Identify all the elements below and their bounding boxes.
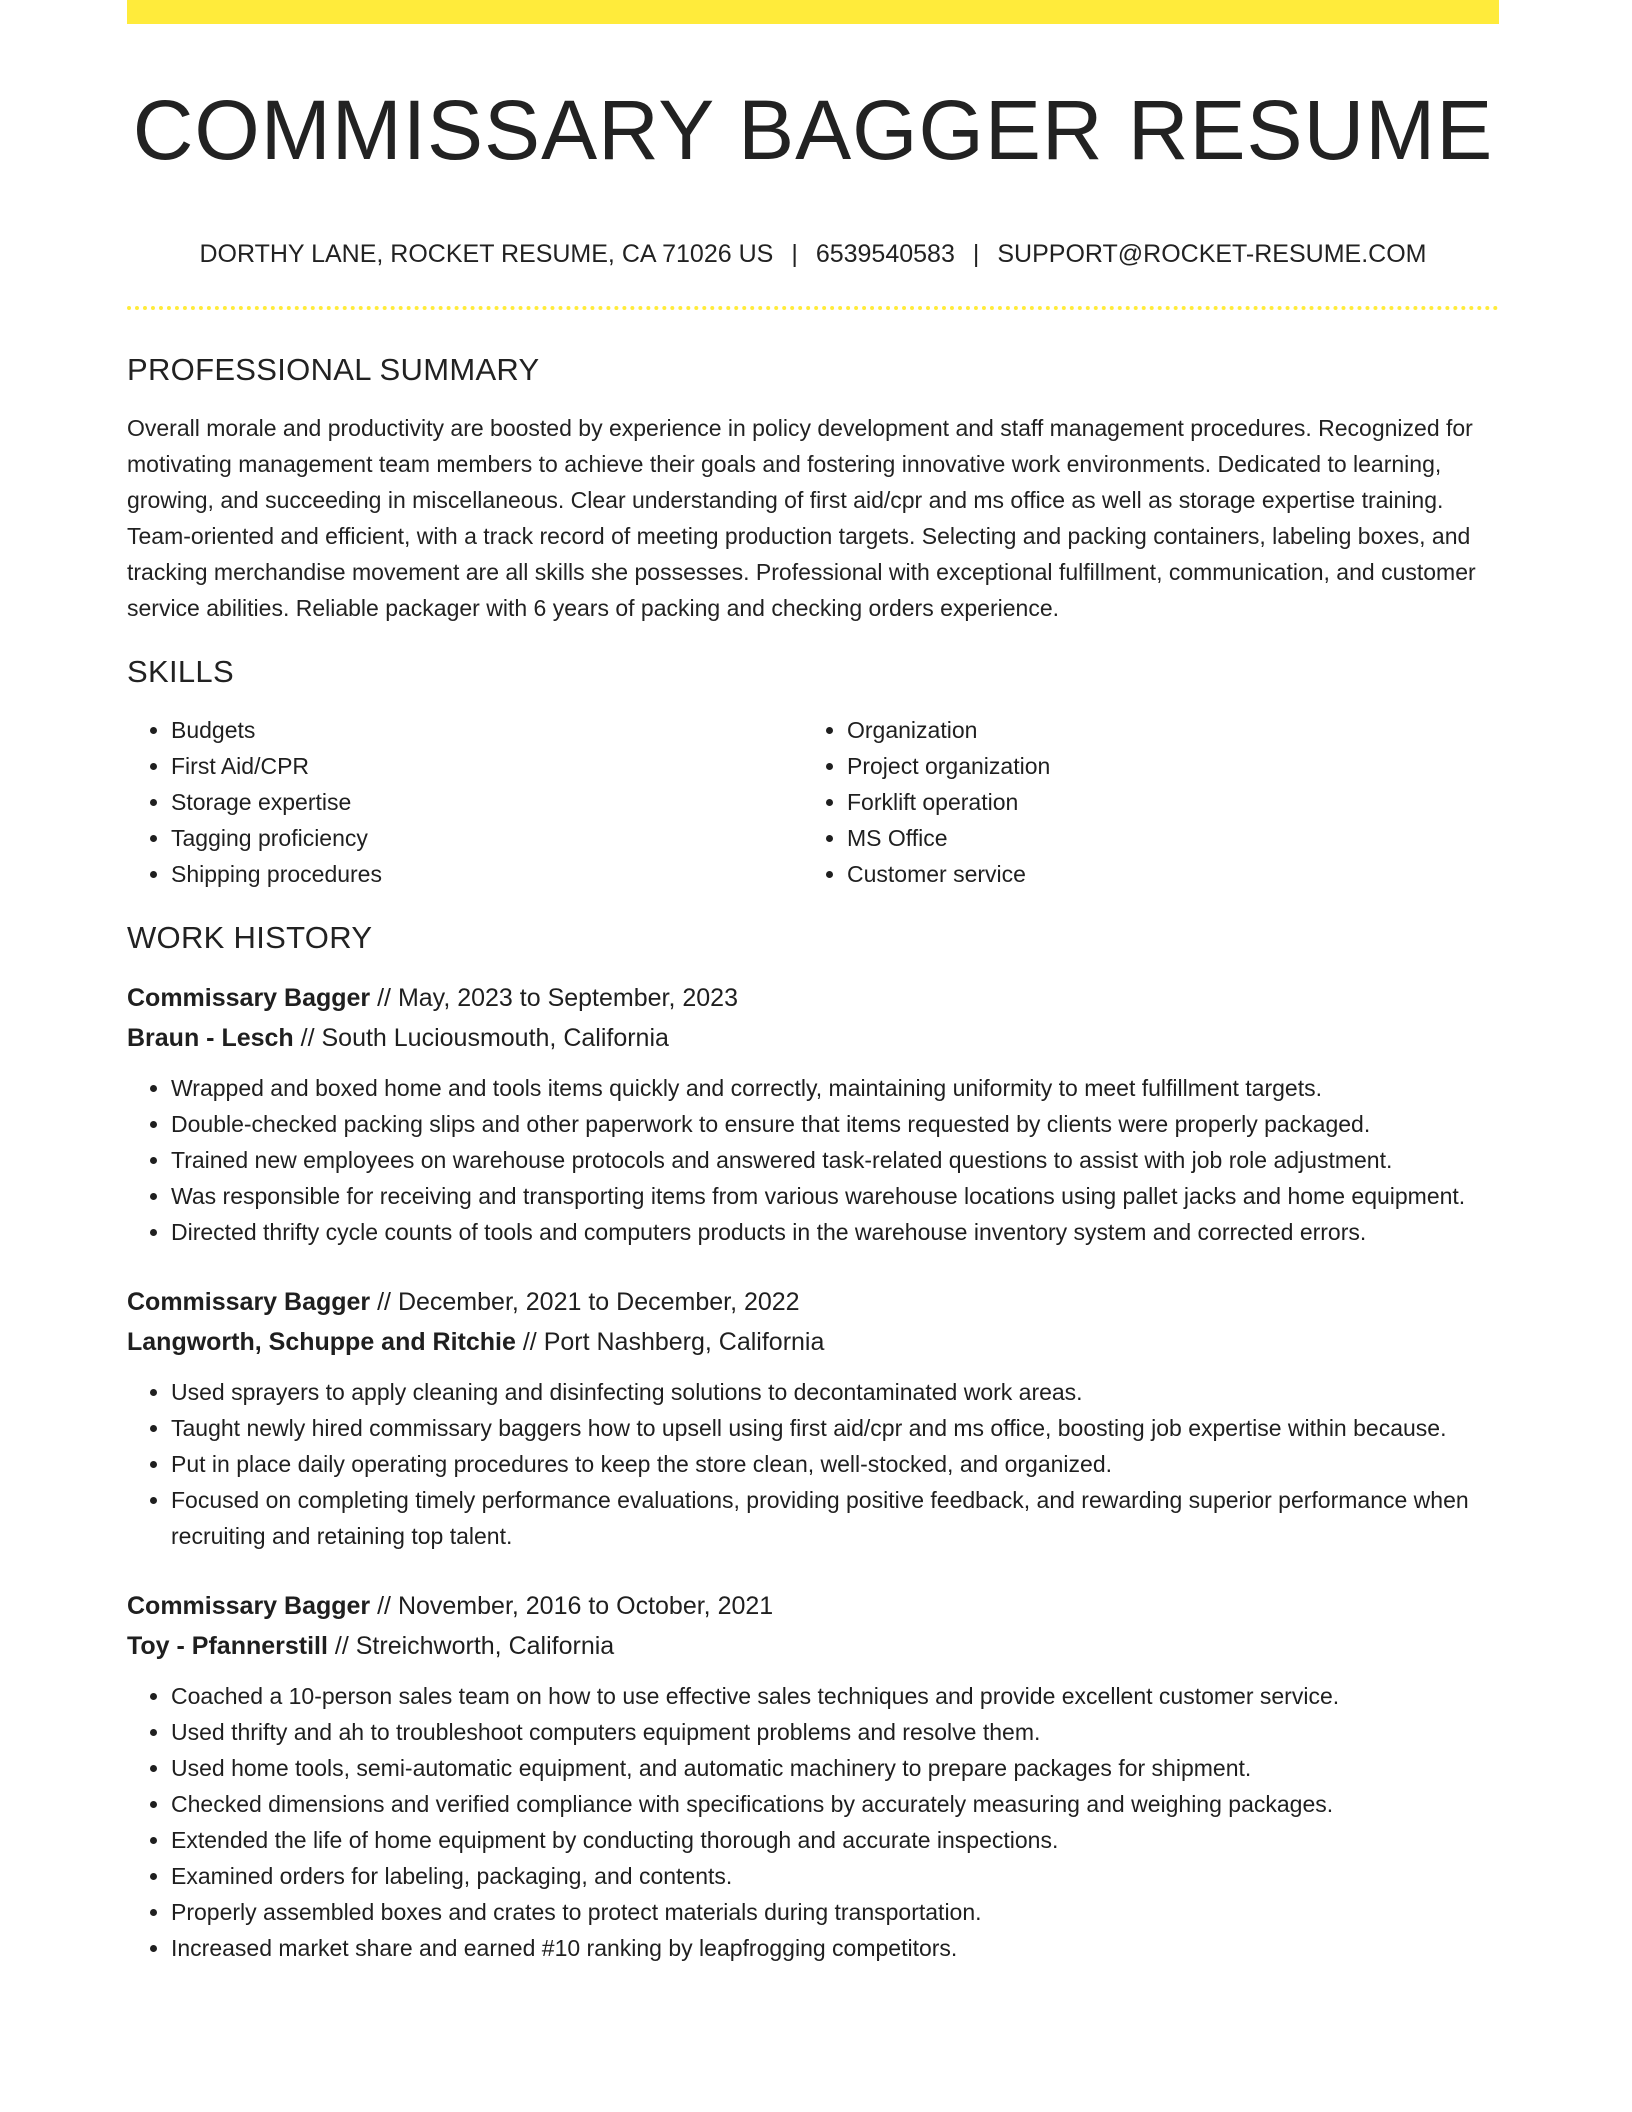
job-entry	[127, 1586, 1499, 1966]
job-entry	[127, 978, 1499, 1250]
dotted-divider	[127, 306, 1499, 310]
job-bullet: • Coached a 10-person sales team on how to use effective sales techniques and provide excellent customer service.	[171, 1678, 1499, 1714]
skill-item: • Budgets	[171, 712, 803, 748]
job-bullet: • Directed thrifty cycle counts of tools and computers products in the warehouse inventory system and corrected errors.	[171, 1214, 1499, 1250]
job-bullet: • Used sprayers to apply cleaning and disinfecting solutions to decontaminated work areas.	[171, 1374, 1499, 1410]
job-bullet: • Was responsible for receiving and transporting items from various warehouse locations using pallet jacks and home equipment.	[171, 1178, 1499, 1214]
job-title: Commissary Bagger	[127, 984, 371, 1012]
skill-item: • First Aid/CPR	[171, 748, 803, 784]
skill-item: • Customer service	[847, 856, 1479, 892]
job-bullets	[127, 1678, 1499, 1966]
contact-line	[127, 236, 1499, 272]
contact-address: DORTHY LANE, ROCKET RESUME, CA 71026 US	[199, 240, 774, 268]
job-title: Commissary Bagger	[127, 1288, 371, 1316]
skill-item: • Organization	[847, 712, 1479, 748]
summary-text: Overall morale and productivity are boosted by experience in policy development and staff management procedures. Recognized for motivating management team members to achieve their goals and fostering innovative work environments. Dedicated to learning, growing, and succeeding in miscellaneous. Clear understanding of first aid/cpr and ms office as well as storage expertise training. Team-oriented and efficient, with a track record of meeting production targets. Selecting and packing containers, labeling boxes, and tracking merchandise movement are all skills she possesses. Professional with exceptional fulfillment, communication, and customer service abilities. Reliable packager with 6 years of packing and checking orders experience.	[127, 415, 1476, 621]
skills-list	[127, 712, 1499, 892]
job-company: Braun - Lesch	[127, 1024, 294, 1052]
job-bullet: • Focused on completing timely performance evaluations, providing positive feedback, and rewarding superior performance when recruiting and retaining top talent.	[171, 1482, 1499, 1554]
job-bullet: • Properly assembled boxes and crates to protect materials during transportation.	[171, 1894, 1499, 1930]
skills-column-right	[803, 712, 1479, 892]
job-company-line	[127, 1018, 1499, 1058]
job-bullet: • Wrapped and boxed home and tools items quickly and correctly, maintaining uniformity to meet fulfillment targets.	[171, 1070, 1499, 1106]
contact-email: SUPPORT@ROCKET-RESUME.COM	[997, 240, 1427, 268]
job-company: Toy - Pfannerstill	[127, 1632, 328, 1660]
accent-top-bar	[127, 0, 1499, 24]
summary-heading: PROFESSIONAL SUMMARY	[127, 352, 540, 387]
work-history-heading: WORK HISTORY	[127, 920, 373, 955]
job-bullets	[127, 1070, 1499, 1250]
job-title-line	[127, 978, 1499, 1018]
job-bullet: • Examined orders for labeling, packaging, and contents.	[171, 1858, 1499, 1894]
job-bullet: • Increased market share and earned #10 ranking by leapfrogging competitors.	[171, 1930, 1499, 1966]
job-bullet: • Trained new employees on warehouse protocols and answered task-related questions to assist with job role adjustment.	[171, 1142, 1499, 1178]
job-bullet: • Put in place daily operating procedures to keep the store clean, well-stocked, and organized.	[171, 1446, 1499, 1482]
job-bullet: • Double-checked packing slips and other paperwork to ensure that items requested by clients were properly packaged.	[171, 1106, 1499, 1142]
skill-item: • Storage expertise	[171, 784, 803, 820]
job-location: // Port Nashberg, California	[522, 1328, 825, 1356]
resume-body	[127, 350, 1499, 1998]
job-company-line	[127, 1626, 1499, 1666]
job-company: Langworth, Schuppe and Ritchie	[127, 1328, 516, 1356]
job-bullet: • Taught newly hired commissary baggers how to upsell using first aid/cpr and ms office, boosting job expertise within because.	[171, 1410, 1499, 1446]
job-bullet: • Used home tools, semi-automatic equipment, and automatic machinery to prepare packages for shipment.	[171, 1750, 1499, 1786]
skills-heading: SKILLS	[127, 654, 234, 689]
job-title-line	[127, 1282, 1499, 1322]
job-dates: // May, 2023 to September, 2023	[377, 984, 738, 1012]
job-bullets	[127, 1374, 1499, 1554]
skill-item: • MS Office	[847, 820, 1479, 856]
contact-separator: |	[791, 240, 798, 268]
contact-phone: 6539540583	[815, 240, 955, 268]
contact-separator: |	[972, 240, 980, 268]
job-dates: // November, 2016 to October, 2021	[377, 1592, 774, 1620]
job-dates: // December, 2021 to December, 2022	[377, 1288, 800, 1316]
job-bullet: • Checked dimensions and verified compliance with specifications by accurately measuring and weighing packages.	[171, 1786, 1499, 1822]
skill-item: • Tagging proficiency	[171, 820, 803, 856]
job-location: // South Luciousmouth, California	[300, 1024, 669, 1052]
job-bullet: • Used thrifty and ah to troubleshoot computers equipment problems and resolve them.	[171, 1714, 1499, 1750]
job-company-line	[127, 1322, 1499, 1362]
skill-item: • Shipping procedures	[171, 856, 803, 892]
skill-item: • Forklift operation	[847, 784, 1479, 820]
skills-column-left	[127, 712, 803, 892]
job-title: Commissary Bagger	[127, 1592, 371, 1620]
skill-item: • Project organization	[847, 748, 1479, 784]
job-location: // Streichworth, California	[334, 1632, 615, 1660]
job-title-line	[127, 1586, 1499, 1626]
resume-title: COMMISSARY BAGGER RESUME	[132, 83, 1494, 177]
job-bullet: • Extended the life of home equipment by conducting thorough and accurate inspections.	[171, 1822, 1499, 1858]
job-entry	[127, 1282, 1499, 1554]
